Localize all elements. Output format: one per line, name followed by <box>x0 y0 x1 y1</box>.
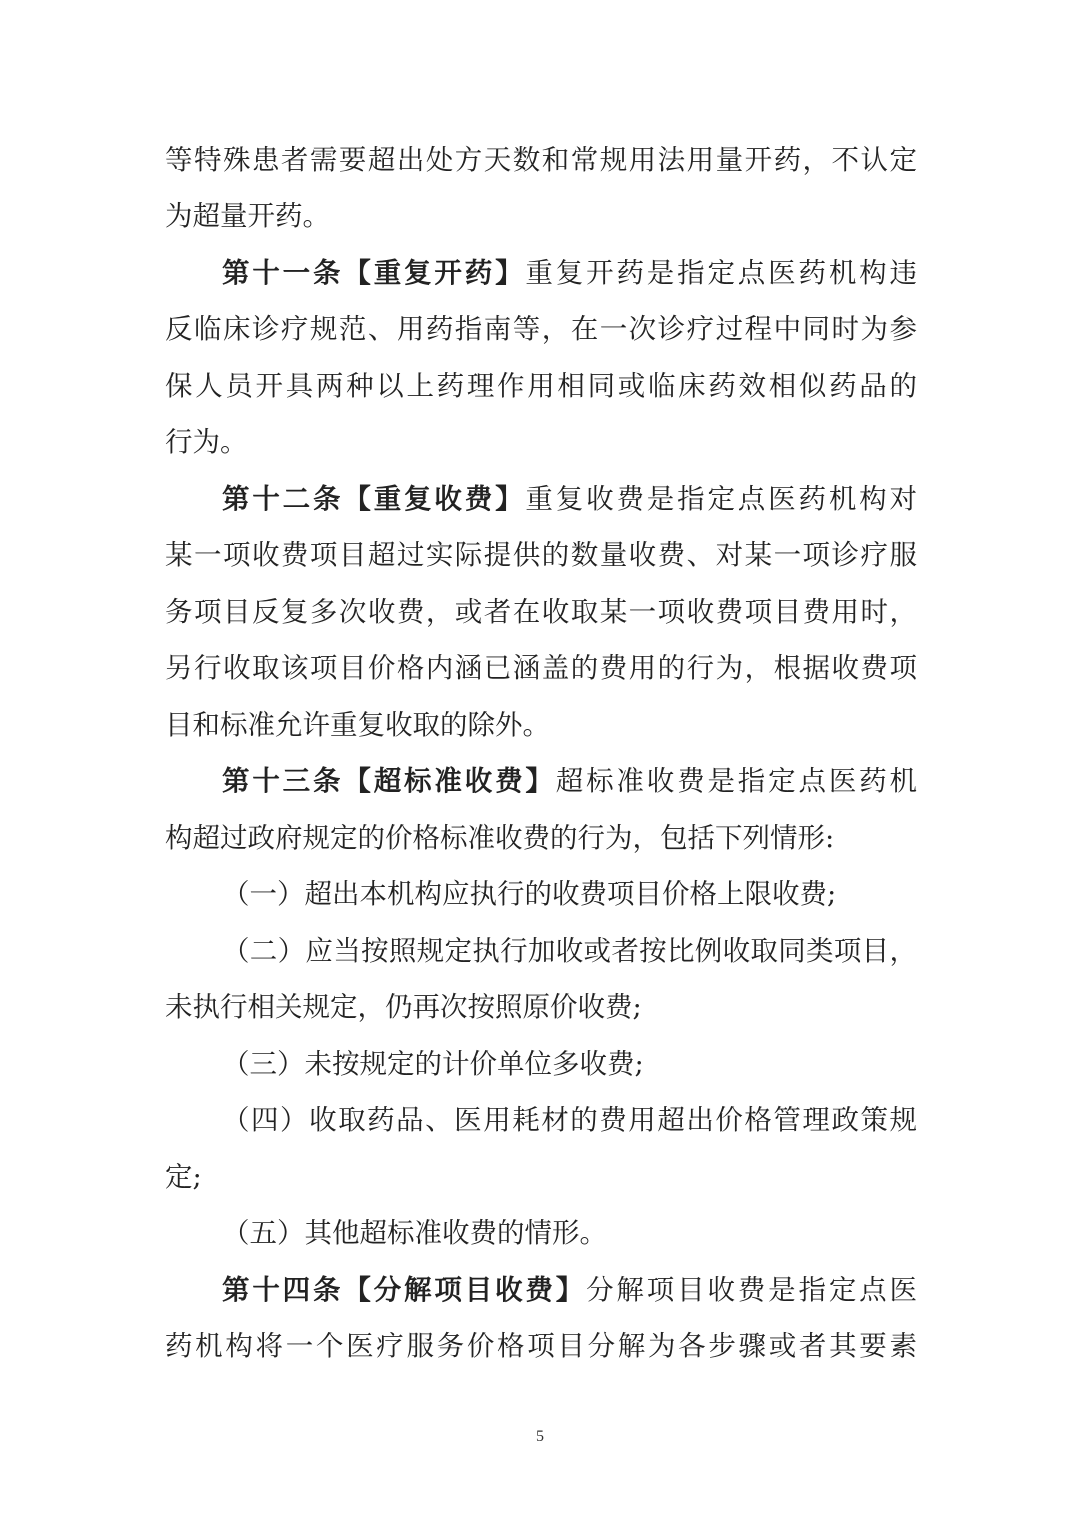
article-13-text: 超标准收费是指定点医药机 <box>555 765 917 797</box>
text-line: 务项目反复多次收费，或者在收取某一项收费项目费用时， <box>165 596 917 628</box>
text-line: 构超过政府规定的价格标准收费的行为，包括下列情形: <box>165 822 835 854</box>
text-line: 为超量开药。 <box>165 200 330 232</box>
text-line: 定; <box>165 1161 202 1193</box>
article-13-heading: 第十三条【超标准收费】 <box>222 765 556 797</box>
article-14-heading: 第十四条【分解项目收费】 <box>222 1274 587 1306</box>
article-12-first-line <box>222 479 917 519</box>
list-item: （五）其他超标准收费的情形。 <box>222 1217 607 1249</box>
text-line: 保人员开具两种以上药理作用相同或临床药效相似药品的 <box>165 370 917 402</box>
article-11-heading: 第十一条【重复开药】 <box>222 257 526 289</box>
article-14-text: 分解项目收费是指定点医 <box>586 1274 918 1306</box>
text-line: 未执行相关规定，仍再次按照原价收费; <box>165 991 642 1023</box>
article-12-text: 重复收费是指定点医药机构对 <box>525 483 918 515</box>
text-line: 行为。 <box>165 426 248 458</box>
list-item: （一）超出本机构应执行的收费项目价格上限收费; <box>222 878 837 910</box>
list-item: （二）应当按照规定执行加收或者按比例收取同类项目， <box>222 935 917 967</box>
text-line: 药机构将一个医疗服务价格项目分解为各步骤或者其要素 <box>165 1330 917 1362</box>
text-line: 另行收取该项目价格内涵已涵盖的费用的行为，根据收费项 <box>165 652 917 684</box>
text-line: 某一项收费项目超过实际提供的数量收费、对某一项诊疗服 <box>165 539 917 571</box>
list-item: （四）收取药品、医用耗材的费用超出价格管理政策规 <box>222 1104 917 1136</box>
article-14-first-line <box>222 1270 917 1310</box>
text-line: 目和标准允许重复收取的除外。 <box>165 709 550 741</box>
article-11-text: 重复开药是指定点医药机构违 <box>525 257 918 289</box>
list-item: （三）未按规定的计价单位多收费; <box>222 1048 644 1080</box>
article-12-heading: 第十二条【重复收费】 <box>222 483 526 515</box>
article-13-first-line <box>222 761 917 801</box>
text-line: 反临床诊疗规范、用药指南等，在一次诊疗过程中同时为参 <box>165 313 917 345</box>
text-line: 等特殊患者需要超出处方天数和常规用法用量开药，不认定 <box>165 144 917 176</box>
page-number: 5 <box>536 1428 544 1445</box>
article-11-first-line <box>222 253 917 293</box>
